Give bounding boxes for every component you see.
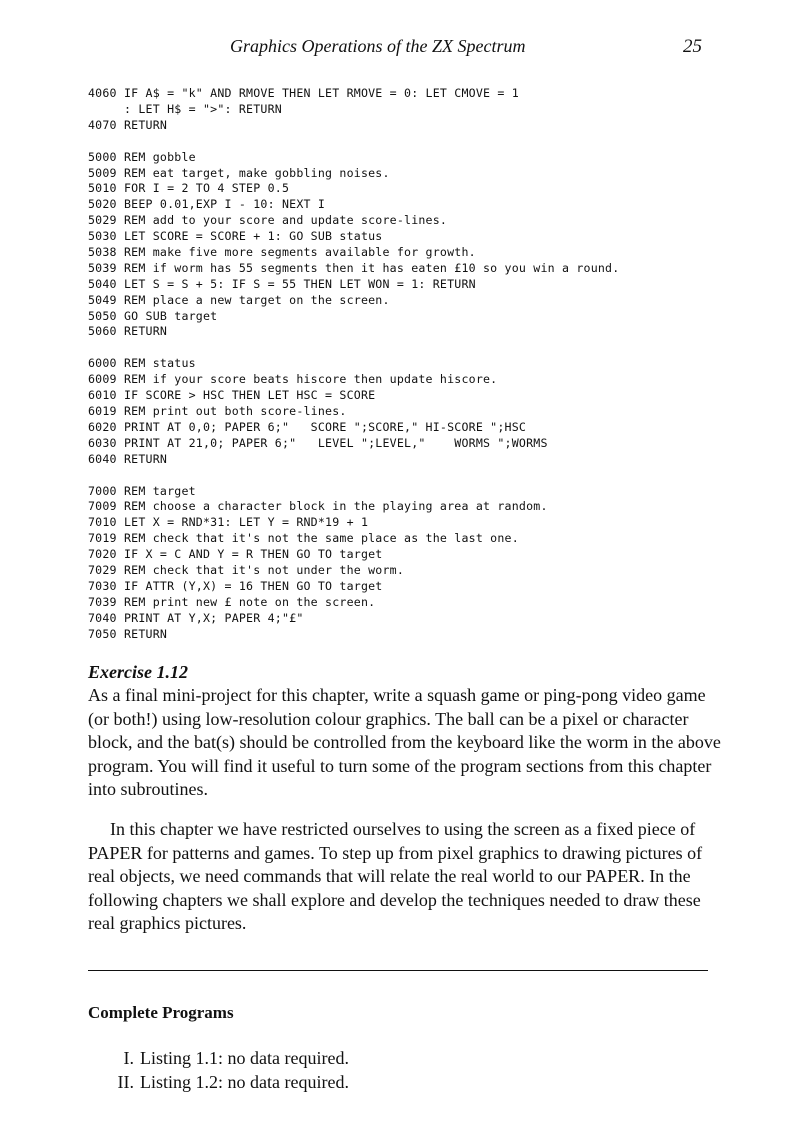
code-text: RETURN xyxy=(124,451,168,466)
line-number: 5050 xyxy=(88,308,117,323)
code-line xyxy=(88,181,768,197)
program-list xyxy=(88,1046,728,1094)
list-numeral: I. xyxy=(123,1048,134,1068)
code-text: REM print new £ note on the screen. xyxy=(124,594,376,609)
code-text: PRINT AT 0,0; PAPER 6;" SCORE ";SCORE," HI-SCORE ";HSC xyxy=(124,419,527,434)
exercise-body: As a final mini-project for this chapter, write a squash game or ping-pong video game (or both!) using low-resolution colour graphics. The ball can be a pixel or character block, and the bat(s) should be controlled from the keyboard like the worm in the above program. You will find it useful to turn some of the program sections from this chapter into subroutines. xyxy=(88,685,721,800)
code-line xyxy=(88,515,768,531)
page-number: 25 xyxy=(683,36,702,57)
code-text: REM check that it's not the same place as the last one. xyxy=(124,531,519,546)
code-text: IF ATTR (Y,X) = 16 THEN GO TO target xyxy=(124,578,383,593)
line-number: 5029 xyxy=(88,213,117,228)
line-number: 7019 xyxy=(88,531,117,546)
code-text: LET S = S + 5: IF S = 55 THEN LET WON = 1: RETURN xyxy=(124,276,476,291)
code-block xyxy=(88,150,768,341)
list-numeral: II. xyxy=(117,1072,134,1092)
code-text: IF SCORE > HSC THEN LET HSC = SCORE xyxy=(124,388,376,403)
line-number: 4070 xyxy=(88,117,117,132)
code-text: BEEP 0.01,EXP I - 10: NEXT I xyxy=(124,197,326,212)
running-header xyxy=(0,34,800,60)
code-text: REM target xyxy=(124,483,196,498)
code-text: PRINT AT Y,X; PAPER 4;"£" xyxy=(124,610,304,625)
code-line xyxy=(88,627,768,643)
code-text: IF X = C AND Y = R THEN GO TO target xyxy=(124,547,383,562)
code-line xyxy=(88,484,768,500)
line-number: 7029 xyxy=(88,563,117,578)
line-number: 5010 xyxy=(88,181,117,196)
list-text: Listing 1.2: no data required. xyxy=(140,1072,349,1092)
code-text: REM gobble xyxy=(124,149,196,164)
code-line xyxy=(88,213,768,229)
chapter-summary xyxy=(88,818,728,936)
line-number: 6040 xyxy=(88,451,117,466)
line-number: 6020 xyxy=(88,419,117,434)
line-number: 6000 xyxy=(88,356,117,371)
line-number: 6009 xyxy=(88,372,117,387)
code-text: LET X = RND*31: LET Y = RND*19 + 1 xyxy=(124,515,369,530)
line-number: 7000 xyxy=(88,483,117,498)
line-number: 5040 xyxy=(88,276,117,291)
code-text: REM print out both score-lines. xyxy=(124,404,347,419)
code-text: REM if your score beats hiscore then update hiscore. xyxy=(124,372,498,387)
code-line xyxy=(88,309,768,325)
running-title: Graphics Operations of the ZX Spectrum xyxy=(230,36,526,56)
code-line xyxy=(88,436,768,452)
code-line xyxy=(88,595,768,611)
code-block xyxy=(88,356,768,467)
code-text: REM choose a character block in the playing area at random. xyxy=(124,499,548,514)
code-line xyxy=(88,611,768,627)
code-text: FOR I = 2 TO 4 STEP 0.5 xyxy=(124,181,290,196)
code-text: REM eat target, make gobbling noises. xyxy=(124,165,390,180)
line-number: 7020 xyxy=(88,547,117,562)
line-number: 6019 xyxy=(88,404,117,419)
code-line xyxy=(88,86,768,102)
list-item xyxy=(88,1046,728,1070)
section-divider xyxy=(88,970,708,971)
code-text: PRINT AT 21,0; PAPER 6;" LEVEL ";LEVEL," WORMS ";WORMS xyxy=(124,435,548,450)
code-text: REM check that it's not under the worm. xyxy=(124,563,405,578)
code-text: REM make five more segments available for growth. xyxy=(124,245,476,260)
line-number: 7030 xyxy=(88,578,117,593)
code-line xyxy=(88,277,768,293)
code-line xyxy=(88,579,768,595)
line-number: 7010 xyxy=(88,515,117,530)
line-number: 6010 xyxy=(88,388,117,403)
code-text: REM status xyxy=(124,356,196,371)
code-line xyxy=(88,229,768,245)
line-number: 7039 xyxy=(88,594,117,609)
line-number: 5000 xyxy=(88,149,117,164)
code-text: REM if worm has 55 segments then it has eaten £10 so you win a round. xyxy=(124,260,620,275)
code-line xyxy=(88,102,768,118)
code-line xyxy=(88,372,768,388)
complete-programs-section xyxy=(88,1002,728,1094)
exercise-title: Exercise 1.12 xyxy=(88,662,188,682)
line-number: 6030 xyxy=(88,435,117,450)
code-text: RETURN xyxy=(124,626,168,641)
line-number: 7040 xyxy=(88,610,117,625)
line-number: 7009 xyxy=(88,499,117,514)
line-number: 5030 xyxy=(88,229,117,244)
code-text: REM add to your score and update score-lines. xyxy=(124,213,448,228)
line-number: 5039 xyxy=(88,260,117,275)
section-heading: Complete Programs xyxy=(88,1003,234,1022)
program-listing xyxy=(88,86,768,659)
code-line xyxy=(88,261,768,277)
code-text: IF A$ = "k" AND RMOVE THEN LET RMOVE = 0: LET CMOVE = 1 xyxy=(124,86,519,100)
exercise-section xyxy=(88,660,728,802)
code-line xyxy=(88,166,768,182)
line-number: 5060 xyxy=(88,324,117,339)
code-line xyxy=(88,499,768,515)
code-block xyxy=(88,484,768,643)
code-text: : LET H$ = ">": RETURN xyxy=(124,101,282,116)
line-number: 5020 xyxy=(88,197,117,212)
line-number: 5038 xyxy=(88,245,117,260)
code-text: RETURN xyxy=(124,324,168,339)
code-text: GO SUB target xyxy=(124,308,218,323)
code-line xyxy=(88,452,768,468)
line-number: 7050 xyxy=(88,626,117,641)
list-text: Listing 1.1: no data required. xyxy=(140,1048,349,1068)
code-line xyxy=(88,356,768,372)
code-line xyxy=(88,388,768,404)
code-line xyxy=(88,150,768,166)
line-number: 5049 xyxy=(88,292,117,307)
code-line xyxy=(88,531,768,547)
code-text: LET SCORE = SCORE + 1: GO SUB status xyxy=(124,229,383,244)
line-number: 4060 xyxy=(88,86,117,100)
summary-paragraph: In this chapter we have restricted ourselves to using the screen as a fixed piece of PAPER for patterns and games. To step up from pixel graphics to drawing pictures of real objects, we need commands that will relate the real world to our PAPER. In the following chapters we shall explore and develop the techniques needed to draw these real graphics pictures. xyxy=(88,819,703,934)
code-block xyxy=(88,86,768,134)
list-item xyxy=(88,1070,728,1094)
code-text: REM place a new target on the screen. xyxy=(124,292,390,307)
code-line xyxy=(88,118,768,134)
code-line xyxy=(88,404,768,420)
line-number: 5009 xyxy=(88,165,117,180)
code-line xyxy=(88,324,768,340)
code-line xyxy=(88,245,768,261)
code-text: RETURN xyxy=(124,117,168,132)
code-line xyxy=(88,197,768,213)
code-line xyxy=(88,293,768,309)
code-line xyxy=(88,547,768,563)
code-line xyxy=(88,420,768,436)
code-line xyxy=(88,563,768,579)
